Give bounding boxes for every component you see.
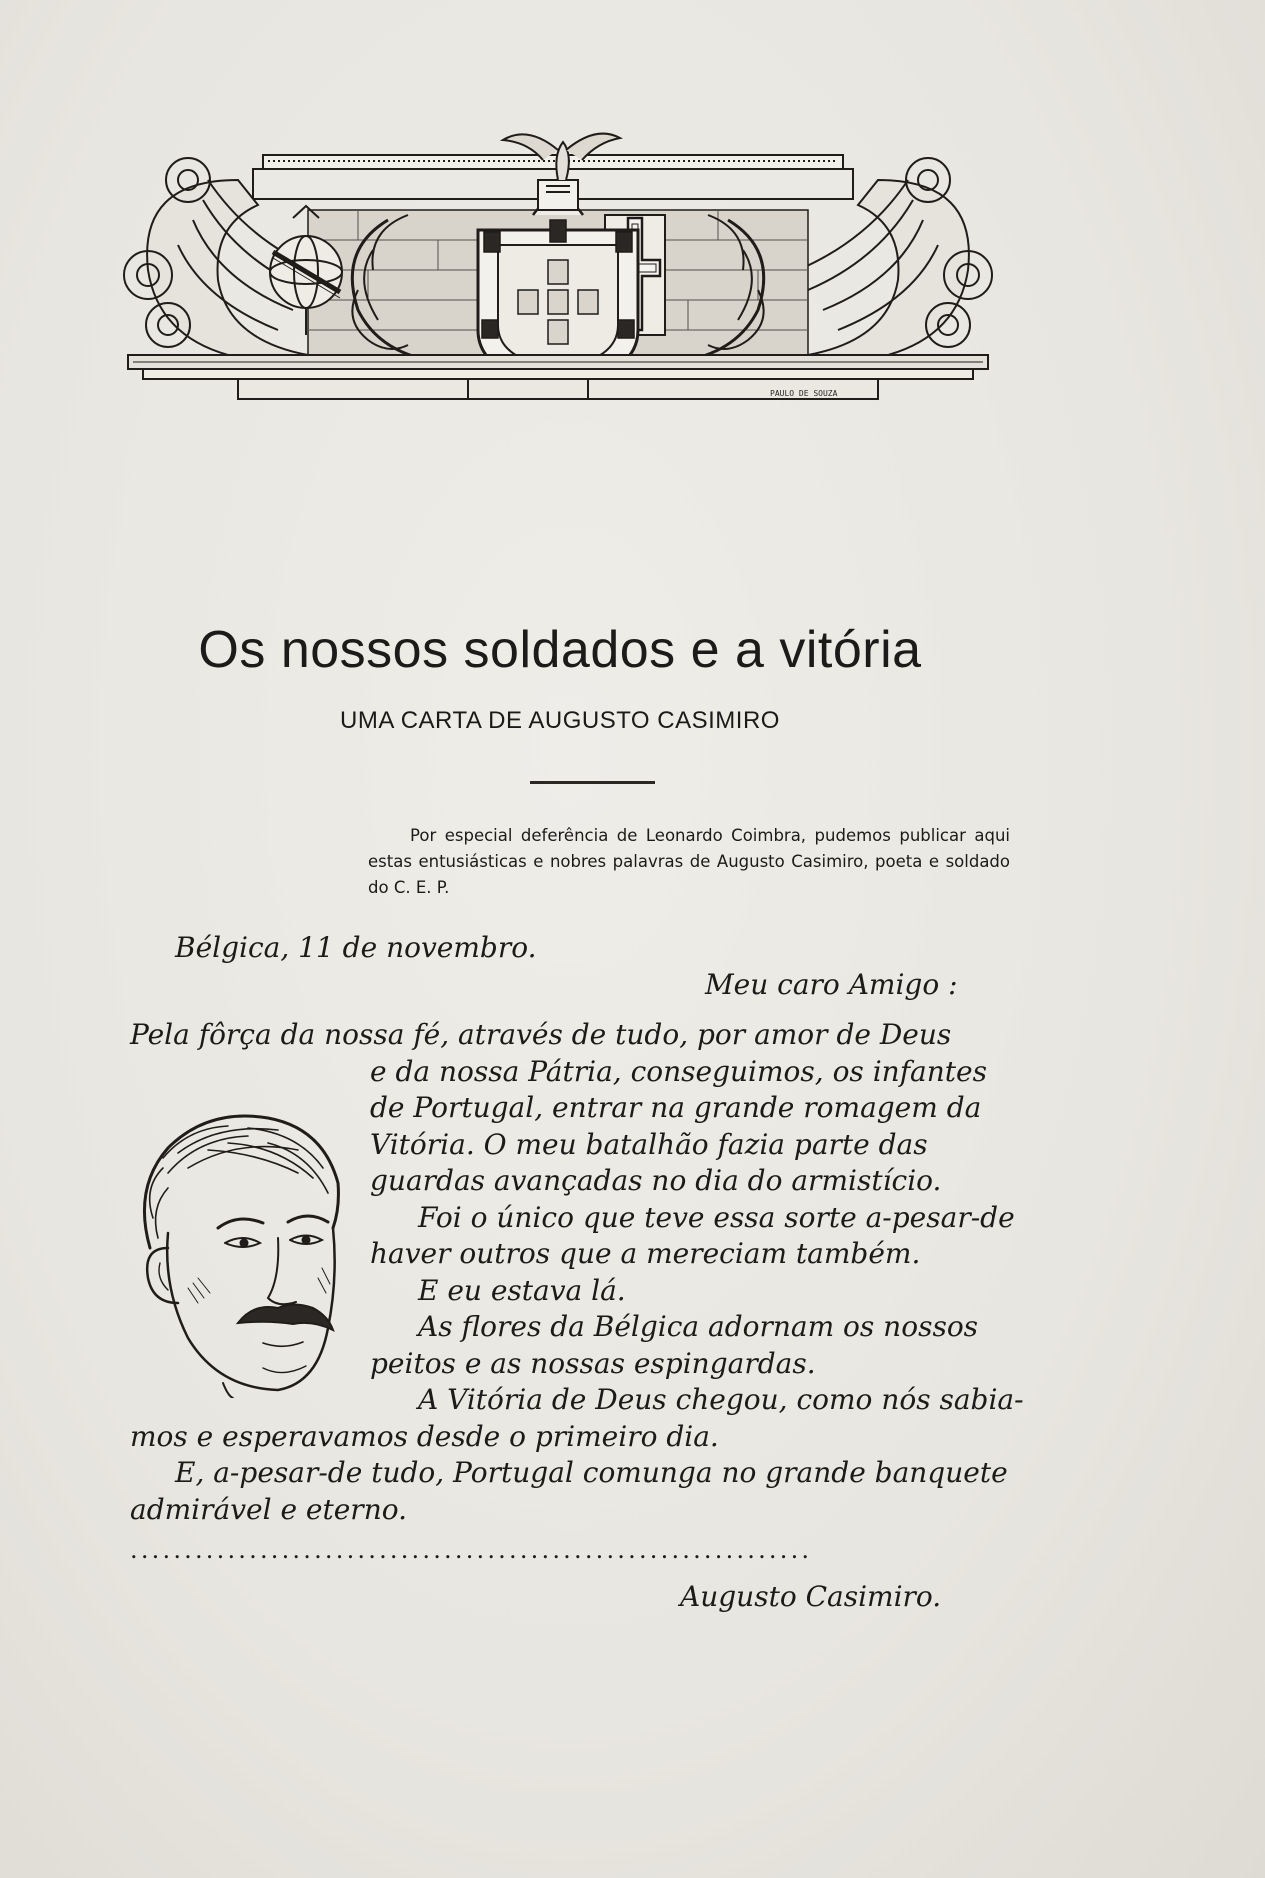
- article-subtitle: UMA CARTA DE AUGUSTO CASIMIRO: [340, 707, 780, 734]
- title-divider: [530, 781, 655, 784]
- letter-line: de Portugal, entrar na grande romagem da: [370, 1091, 982, 1124]
- omission-dots: ...............................................................: [130, 1536, 813, 1564]
- letter-line: peitos e as nossas espingardas.: [370, 1346, 816, 1380]
- letter-body: [130, 930, 1024, 1615]
- letter-line: guardas avançadas no dia do armistício.: [370, 1164, 942, 1197]
- heraldic-header-ornament: [108, 120, 1008, 480]
- ornament-artist-signature: PAULO DE SOUZA: [770, 389, 838, 398]
- letter-line: E, a-pesar-de tudo, Portugal comunga no grande banquete: [175, 1456, 1008, 1489]
- editorial-intro: Por especial deferência de Leonardo Coimbra, pudemos publicar aqui estas entusiásticas e nobres palavras de Augusto Casimiro, poeta e soldado do C. E. P.: [368, 826, 1010, 897]
- letter-line: As flores da Bélgica adornam os nossos: [418, 1310, 979, 1343]
- letter-line: A Vitória de Deus chegou, como nós sabia-: [418, 1383, 1024, 1416]
- letter-line: haver outros que a mereciam também.: [370, 1237, 921, 1270]
- letter-salutation: Meu caro Amigo :: [705, 967, 958, 1001]
- letter-dateline: Bélgica, 11 de novembro.: [175, 931, 537, 964]
- letter-signature: Augusto Casimiro.: [680, 1579, 942, 1613]
- letter-line: E eu estava lá.: [418, 1273, 626, 1307]
- letter-line: e da nossa Pátria, conseguimos, os infantes: [370, 1054, 987, 1088]
- letter-line: mos e esperavamos desde o primeiro dia.: [130, 1419, 719, 1453]
- letter-line: Pela fôrça da nossa fé, através de tudo, por amor de Deus: [130, 1018, 952, 1051]
- article-title: Os nossos soldados e a vitória: [198, 621, 922, 679]
- letter-line: admirável e eterno.: [130, 1492, 407, 1526]
- letter-line: Foi o único que teve essa sorte a-pesar-de: [418, 1200, 1015, 1234]
- letter-line: Vitória. O meu batalhão fazia parte das: [370, 1127, 928, 1161]
